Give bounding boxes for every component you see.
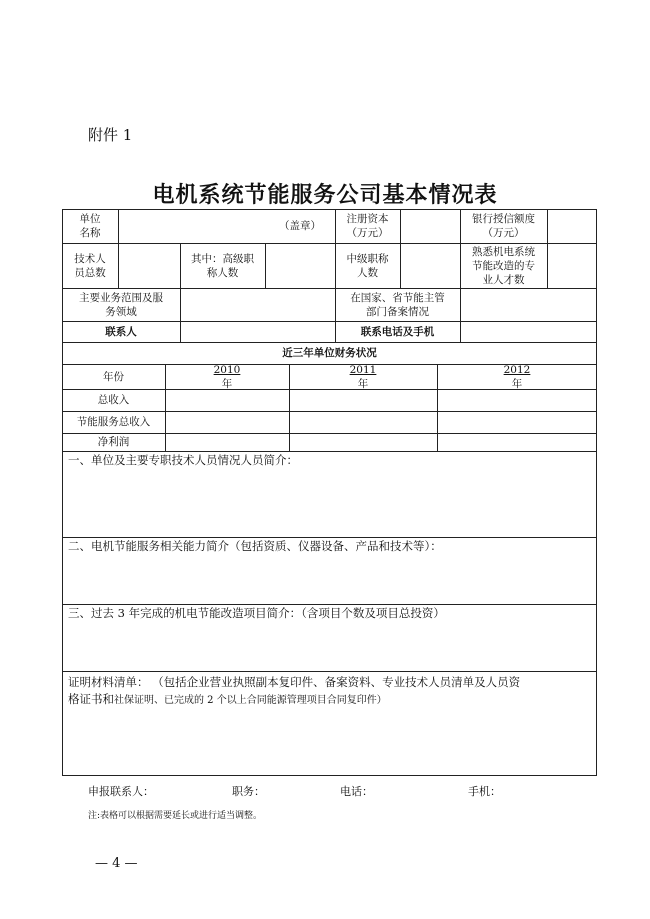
section-documents-list — [68, 674, 593, 709]
position-label: 职务： — [232, 785, 265, 798]
total-income-2011[interactable] — [289, 389, 437, 411]
mid-title-label: 中级职称 人数 — [346, 252, 389, 279]
total-income-label: 总收入 — [97, 394, 130, 406]
net-profit-2010[interactable] — [165, 433, 289, 451]
mid-title-field[interactable] — [400, 243, 460, 288]
mobile-label: 手机： — [468, 785, 501, 798]
finance-title: 近三年单位财务状况 — [282, 347, 377, 359]
seal-label: （盖章） — [279, 220, 321, 232]
documents-line-2: 格证书和社保证明、已完成的 2 个以上合同能源管理项目合同复印件） — [68, 692, 387, 706]
year-2011: 2011 年 — [349, 363, 377, 390]
net-profit-2011[interactable] — [289, 433, 437, 451]
page-title: 电机系统节能服务公司基本情况表 — [152, 182, 498, 208]
bank-credit-label: 银行授信额度 （万元） — [472, 213, 535, 239]
energy-service-income-2011[interactable] — [289, 411, 437, 433]
filing-status-label: 在国家、省节能主管 部门备案情况 — [350, 291, 445, 318]
familiar-staff-label: 熟悉机电系统 节能改造的专 业人才数 — [472, 245, 535, 286]
year-label: 年份 — [103, 370, 124, 383]
energy-service-income-2012[interactable] — [437, 411, 597, 433]
phone-label: 电话： — [340, 785, 373, 798]
familiar-staff-field[interactable] — [547, 243, 597, 288]
attachment-label: 附件 1 — [88, 126, 133, 144]
business-scope-field[interactable] — [180, 288, 335, 321]
section-projects-intro: 三、过去 3 年完成的机电节能改造项目简介：（含项目个数及项目总投资） — [68, 606, 445, 620]
documents-line-1: 证明材料清单： （包括企业营业执照副本复印件、备案资料、专业技术人员清单及人员资 — [68, 675, 521, 689]
page-number: — 4 — — [95, 856, 138, 871]
unit-name-field[interactable] — [118, 209, 335, 243]
section-capability-intro: 二、电机节能服务相关能力简介（包括资质、仪器设备、产品和技术等）： — [68, 539, 442, 553]
senior-title-label: 其中：高级职 称人数 — [191, 252, 254, 279]
tech-staff-total-label: 技术人 员总数 — [74, 252, 106, 279]
business-scope-label: 主要业务范围及服 务领域 — [79, 291, 163, 318]
registered-capital-field[interactable] — [400, 209, 460, 243]
footnote: 注:表格可以根据需要延长或进行适当调整。 — [88, 811, 263, 821]
contact-phone-field[interactable] — [460, 321, 597, 342]
net-profit-label: 净利润 — [97, 436, 130, 448]
year-2010: 2010 年 — [213, 363, 241, 390]
contact-phone-label: 联系电话及手机 — [360, 325, 435, 338]
total-income-2012[interactable] — [437, 389, 597, 411]
tech-staff-total-field[interactable] — [118, 243, 180, 288]
registered-capital-label: 注册资本 （万元） — [346, 213, 389, 239]
filing-status-field[interactable] — [460, 288, 597, 321]
senior-title-field[interactable] — [265, 243, 335, 288]
net-profit-2012[interactable] — [437, 433, 597, 451]
energy-service-income-label: 节能服务总收入 — [76, 416, 151, 428]
energy-service-income-2010[interactable] — [165, 411, 289, 433]
year-2012: 2012 年 — [503, 363, 531, 390]
section-staff-intro: 一、单位及主要专职技术人员情况人员简介： — [68, 453, 298, 467]
contact-person-label: 联系人 — [105, 325, 137, 338]
unit-name-label: 单位 名称 — [79, 213, 101, 239]
total-income-2010[interactable] — [165, 389, 289, 411]
contact-person-field[interactable] — [180, 321, 335, 342]
applicant-contact-label: 申报联系人： — [88, 785, 154, 798]
bank-credit-field[interactable] — [547, 209, 597, 243]
